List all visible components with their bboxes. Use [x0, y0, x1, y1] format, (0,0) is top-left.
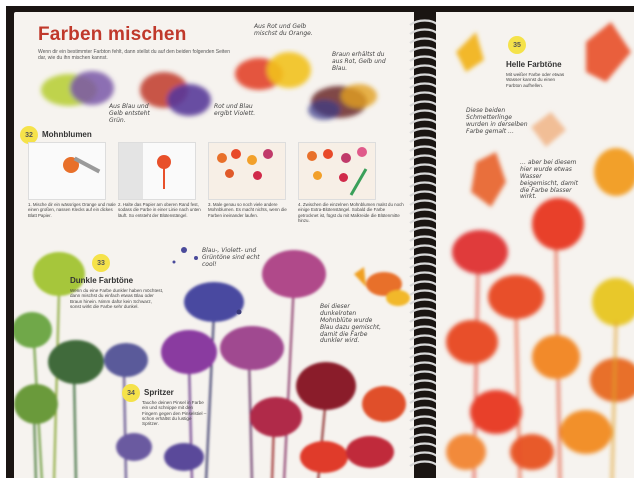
orange-mix-label: Aus Rot und Gelb mischst du Orange.: [254, 23, 313, 37]
spiral-ring: [410, 75, 438, 80]
spiral-ring: [410, 66, 438, 71]
spiral-ring: [410, 219, 438, 224]
step-4-image: [298, 142, 376, 200]
spiral-ring: [410, 228, 438, 233]
violet-mix-label: Rot und Blau ergibt Violett.: [214, 103, 256, 117]
spiral-ring: [410, 48, 438, 53]
section-34-badge: 34: [122, 384, 140, 402]
spiral-ring: [410, 435, 438, 440]
brown-mix-blob: [308, 84, 377, 120]
spiral-ring: [410, 345, 438, 350]
spiral-ring: [410, 372, 438, 377]
section-32-heading: Mohnblumen: [42, 130, 92, 139]
spiral-ring: [410, 21, 438, 26]
spiral-ring: [410, 156, 438, 161]
step-4-caption: 4. Zwischen die einzelnen Mohnblumen malst du noch einige Extra-Blütenstängel. Sobald die Farbe getrocknet ist, fügst du mit Malkreide die Blütenmitte hinzu.: [298, 202, 404, 223]
spiral-ring: [410, 444, 438, 449]
spiral-ring: [410, 453, 438, 458]
step-2-caption: 2. Halte das Papier am oberen Rand fest, sodass die Farbe in einer Linie nach unten läuft. So entsteht der Blütenstängel.: [118, 202, 201, 218]
spiral-ring: [410, 309, 438, 314]
cool-colors-note: Blau-, Violett- und Grüntöne sind echt cool!: [202, 247, 260, 268]
section-35-badge: 35: [508, 36, 526, 54]
spiral-ring: [410, 381, 438, 386]
spiral-ring: [410, 390, 438, 395]
spiral-ring: [410, 57, 438, 62]
spiral-ring: [410, 201, 438, 206]
green-mix-label: Aus Blau und Gelb entsteht Grün.: [109, 103, 150, 124]
spiral-ring: [410, 183, 438, 188]
step-1-image: [28, 142, 106, 200]
section-35-heading: Helle Farbtöne: [506, 60, 562, 69]
spiral-ring: [410, 408, 438, 413]
spiral-ring: [410, 129, 438, 134]
section-34-text: Tauche deinen Pinsel in Farbe ein und schnippe mit den Fingern gegen den Pinselstiel – schon erhältst du lustige Spritzer.: [142, 400, 207, 427]
spiral-ring: [410, 426, 438, 431]
step-1-caption: 1. Mische dir ein wässriges Orange und male einen großen, nassen Klecks auf ein dickes Blatt Papier.: [28, 202, 116, 218]
spiral-ring: [410, 84, 438, 89]
intro-text: Wenn dir ein bestimmter Farbton fehlt, dann stellst du auf den beiden folgenden Seiten dar, wie du ihn mischen kannst.: [38, 49, 230, 61]
brown-mix-label: Braun erhältst du aus Rot, Gelb und Blau.: [332, 51, 386, 72]
book-photo: [6, 6, 634, 478]
spiral-ring: [410, 282, 438, 287]
spiral-ring: [410, 291, 438, 296]
spiral-ring: [410, 273, 438, 278]
spiral-ring: [410, 462, 438, 467]
right-page: [436, 12, 634, 478]
spiral-ring: [410, 39, 438, 44]
spiral-ring: [410, 399, 438, 404]
step-3-caption: 3. Male genau so noch viele andere Mohnblumen. Es macht nichts, wenn die Farben ineinander laufen.: [208, 202, 287, 218]
left-page-watercolors: [14, 12, 414, 478]
spiral-ring: [410, 354, 438, 359]
spiral-ring: [410, 147, 438, 152]
spiral-ring: [410, 138, 438, 143]
orange-mix-blob: [235, 52, 311, 90]
dark-poppy-note: Bei dieser dunkelroten Mohnblüte wurde Blau dazu gemischt, damit die Farbe dunkler wird.: [320, 303, 382, 345]
paler-butterfly-note: … aber bei diesem hier wurde etwas Wasser beigemischt, damit die Farbe blasser wirkt.: [520, 159, 578, 201]
spiral-ring: [410, 111, 438, 116]
spiral-ring: [410, 246, 438, 251]
spiral-ring: [410, 30, 438, 35]
spiral-ring: [410, 174, 438, 179]
step-3-image: [208, 142, 286, 200]
spiral-ring: [410, 264, 438, 269]
section-35-text: Mit weißer Farbe oder etwas Wasser kannst du einen Farbton aufhellen.: [506, 72, 565, 88]
spiral-ring: [410, 255, 438, 260]
spiral-ring: [410, 93, 438, 98]
spiral-ring: [410, 210, 438, 215]
spiral-ring: [410, 120, 438, 125]
section-34-heading: Spritzer: [144, 388, 174, 397]
spiral-ring: [410, 363, 438, 368]
section-33-text: Wenn du eine Farbe dunkler haben möchtest, dann mischst du einfach etwas Blau oder Braun hinein. Nimm dafür kein Schwarz, sonst wirkt die Farbe sehr dunkel.: [70, 288, 164, 309]
section-33-badge: 33: [92, 254, 110, 272]
section-32-badge: 32: [20, 126, 38, 144]
butterflies-note: Diese beiden Schmetterlinge wurden in derselben Farbe gemalt …: [466, 107, 528, 135]
step-2-image: [118, 142, 196, 200]
spiral-ring: [410, 417, 438, 422]
spiral-ring: [410, 237, 438, 242]
left-page: [14, 12, 414, 478]
orange-butterfly: [354, 267, 410, 306]
spiral-ring: [410, 318, 438, 323]
spiral-ring: [410, 102, 438, 107]
spiral-ring: [410, 300, 438, 305]
spiral-ring: [410, 192, 438, 197]
section-33-heading: Dunkle Farbtöne: [70, 276, 134, 285]
spiral-ring: [410, 165, 438, 170]
spiral-ring: [410, 327, 438, 332]
page-title: Farben mischen: [38, 24, 187, 45]
spiral-ring: [410, 336, 438, 341]
green-mix-blob: [41, 71, 114, 106]
